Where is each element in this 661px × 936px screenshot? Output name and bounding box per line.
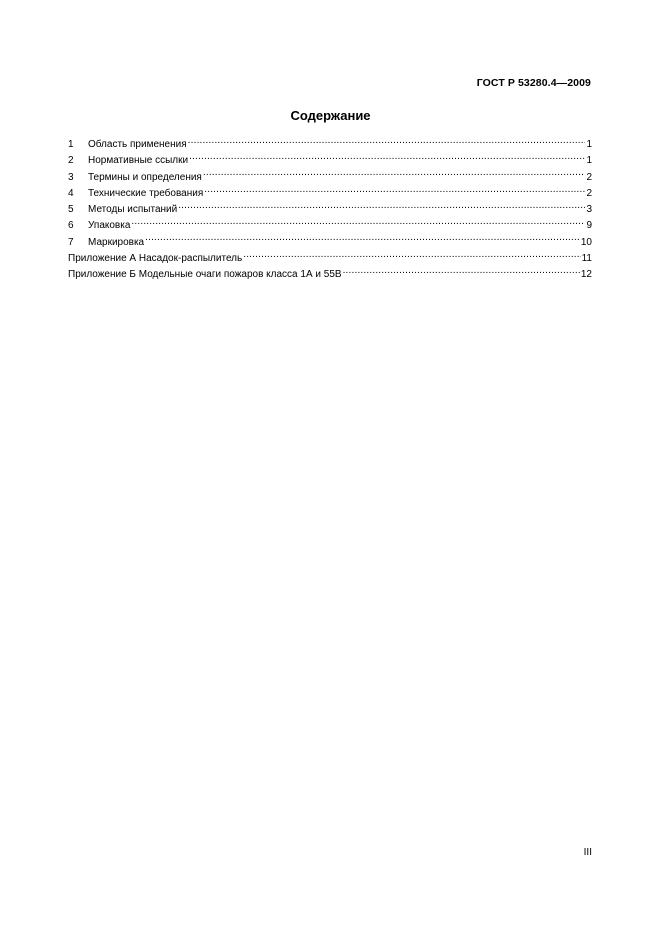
toc-entry-2[interactable] [68, 153, 592, 169]
toc-entry-page: 3 [586, 204, 592, 216]
toc-entry-6[interactable] [68, 218, 592, 234]
toc-title: Содержание [290, 108, 371, 123]
dot-leader [203, 170, 586, 180]
toc-entry-number: 7 [68, 236, 74, 248]
document-code: ГОСТ Р 53280.4—2009 [476, 77, 591, 89]
toc-entry-page: 1 [586, 139, 592, 150]
toc-entry-number: 1 [68, 139, 74, 150]
toc-entry-number: 6 [68, 220, 74, 232]
dot-leader [189, 153, 585, 163]
toc-entry-4[interactable] [68, 186, 592, 202]
toc-entry-number: 5 [68, 204, 74, 216]
toc-entry-3[interactable] [68, 170, 592, 186]
toc-entry-number: 3 [68, 171, 74, 183]
toc-entry-5[interactable] [68, 202, 592, 218]
dot-leader [178, 202, 585, 212]
toc-entry-title: Приложение Б Модельные очаги пожаров класса 1А и 55В [68, 269, 342, 281]
dot-leader [131, 218, 585, 228]
toc-entry-page: 9 [586, 220, 592, 232]
toc-entry-page: 10 [580, 236, 592, 248]
toc-entry-title: Технические требования [88, 187, 204, 199]
toc-entry-title: Нормативные ссылки [88, 155, 189, 167]
dot-leader [243, 251, 580, 261]
toc-entry-page: 1 [586, 155, 592, 167]
toc-entry-title: Методы испытаний [88, 204, 178, 216]
toc-entry-number: 4 [68, 187, 74, 199]
dot-leader [204, 186, 585, 196]
toc-entry-page: 2 [586, 171, 592, 183]
page-number: III [583, 847, 592, 858]
toc-entry-title: Упаковка [88, 220, 131, 232]
dot-leader [343, 267, 580, 277]
toc-entry-page: 12 [580, 269, 592, 281]
toc-entry-title: Область применения [88, 139, 187, 150]
toc-entry-title: Термины и определения [88, 171, 202, 183]
toc-entry-appendix-b[interactable] [68, 267, 592, 283]
toc-entry-page: 2 [586, 187, 592, 199]
toc-entry-appendix-a[interactable] [68, 251, 592, 267]
toc-entry-7[interactable] [68, 235, 592, 251]
toc-entry-page: 11 [581, 253, 592, 265]
toc-entry-1[interactable] [68, 137, 592, 153]
toc-entry-title: Приложение А Насадок-распылитель [68, 253, 243, 265]
dot-leader [145, 235, 580, 245]
dot-leader [188, 137, 586, 147]
toc-entry-number: 2 [68, 155, 74, 167]
table-of-contents [68, 137, 592, 284]
toc-entry-title: Маркировка [88, 236, 145, 248]
